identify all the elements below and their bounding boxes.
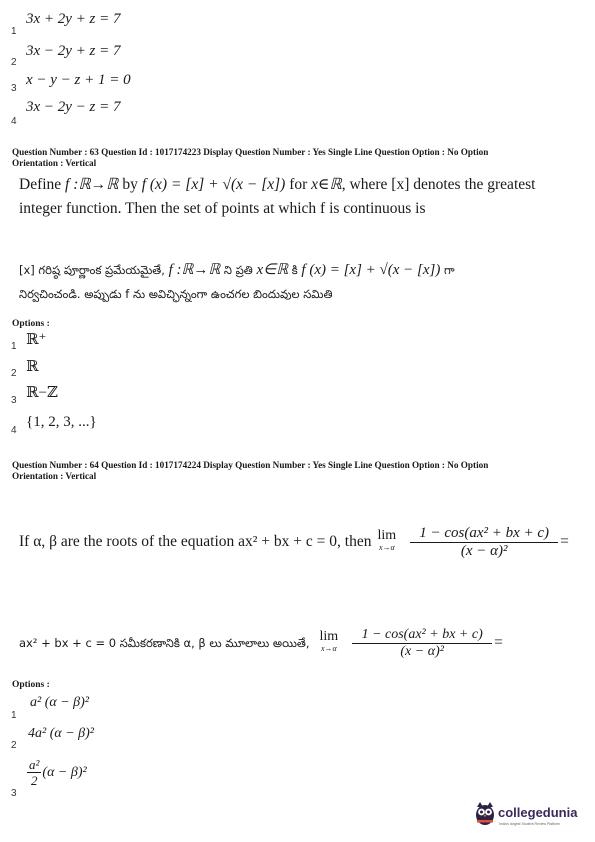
math-expression: f (x) = [x] + √(x − [x]) bbox=[141, 176, 286, 193]
fraction-numerator: 1 − cos(ax² + bx + c) bbox=[352, 627, 492, 644]
option-number: 2 bbox=[11, 57, 17, 68]
question-text-english bbox=[19, 512, 569, 572]
option-number: 2 bbox=[11, 368, 17, 379]
option-text: ℝ⁺ bbox=[26, 332, 47, 348]
math-expression: f (x) = [x] + √(x − [x]) bbox=[301, 262, 441, 278]
equals-sign: = bbox=[494, 634, 503, 651]
question-text-english bbox=[19, 173, 584, 221]
lim-word: lim bbox=[377, 528, 397, 543]
options-label: Options : bbox=[12, 680, 50, 690]
fraction-numerator: 1 − cos(ax² + bx + c) bbox=[410, 525, 558, 543]
text-fragment: ax² + bx + c = 0 సమీకరణానికి α, β లు మూలాలు అయితే, bbox=[19, 636, 310, 650]
fraction-denominator: (x − α)² bbox=[460, 542, 508, 559]
option-number: 1 bbox=[11, 710, 17, 721]
fraction-numerator: a² bbox=[29, 757, 40, 772]
option-number: 1 bbox=[11, 341, 17, 352]
option-text: ℝ bbox=[26, 359, 39, 375]
limit-fraction bbox=[410, 525, 558, 560]
text-fragment: , where [x] denotes the greatest bbox=[341, 176, 536, 193]
option-number: 3 bbox=[11, 395, 17, 406]
option-text: ℝ−ℤ bbox=[26, 385, 58, 401]
option-number: 4 bbox=[11, 425, 17, 436]
text-fragment: గా bbox=[444, 263, 455, 277]
collegedunia-logo bbox=[474, 798, 589, 834]
question-meta bbox=[12, 147, 488, 169]
fraction-denominator: (x − α)² bbox=[400, 643, 444, 659]
option-text bbox=[27, 757, 87, 788]
lim-word: lim bbox=[319, 629, 339, 644]
logo-wordmark: collegedunia bbox=[498, 805, 578, 820]
option-number: 1 bbox=[11, 26, 17, 37]
text-fragment: Define bbox=[19, 176, 66, 193]
option-text: 3x + 2y + z = 7 bbox=[26, 11, 121, 27]
lim-subscript: x→α bbox=[378, 543, 395, 552]
option-text: x − y − z + 1 = 0 bbox=[26, 72, 131, 88]
math-expression: f :ℝ→ℝ bbox=[168, 262, 221, 278]
text-fragment: ని ప్రతి bbox=[223, 263, 253, 277]
math-expression: x∈ℝ bbox=[311, 176, 342, 193]
option-text: 4a² (α − β)² bbox=[28, 726, 94, 741]
text-line: నిర్వచించండి. అప్పుడు f ను అవిచ్ఛిన్నంగా ఉంచగల బిందువుల సమితి bbox=[19, 287, 333, 301]
text-line: integer function. Then the set of points at which f is continuous is bbox=[19, 200, 426, 217]
question-meta-line: Question Number : 63 Question Id : 1017174223 Display Question Number : Yes Single Line Question Option : No Option bbox=[12, 147, 489, 157]
limit-operator bbox=[377, 530, 396, 554]
fraction-denominator: 2 bbox=[30, 773, 38, 788]
text-fragment: [x] గరిష్ఠ పూర్ణాంక ప్రమేయమైతే, bbox=[19, 263, 165, 277]
math-expression: f :ℝ→ℝ bbox=[65, 176, 119, 193]
lim-subscript: x→α bbox=[320, 644, 337, 653]
option-number: 4 bbox=[11, 116, 17, 127]
equals-sign: = bbox=[560, 533, 569, 550]
question-text-telugu bbox=[19, 614, 503, 672]
text-fragment: If α, β are the roots of the equation ax² + bx + c = 0, then bbox=[19, 533, 372, 550]
option-number: 3 bbox=[11, 788, 17, 799]
option-number: 3 bbox=[11, 83, 17, 94]
option-text: 3x − 2y − z = 7 bbox=[26, 99, 121, 115]
limit-fraction bbox=[352, 627, 492, 660]
text-fragment: for bbox=[285, 176, 312, 193]
option-text: {1, 2, 3, ...} bbox=[26, 414, 97, 430]
option-number: 2 bbox=[11, 740, 17, 751]
text-fragment: by bbox=[118, 176, 142, 193]
limit-operator bbox=[319, 631, 338, 655]
owl-mascot-icon bbox=[474, 800, 496, 826]
option-fraction bbox=[27, 757, 41, 788]
option-text: a² (α − β)² bbox=[30, 695, 89, 710]
text-fragment: కి bbox=[291, 263, 298, 277]
options-label: Options : bbox=[12, 319, 50, 329]
option-expression: (α − β)² bbox=[42, 764, 87, 780]
math-expression: x∈ℝ bbox=[256, 262, 289, 278]
question-meta bbox=[12, 460, 488, 482]
logo-tagline: India's largest Student Review Platform bbox=[499, 822, 560, 826]
question-orientation: Orientation : Vertical bbox=[12, 158, 97, 168]
option-text: 3x − 2y + z = 7 bbox=[26, 43, 121, 59]
question-meta-line: Question Number : 64 Question Id : 1017174224 Display Question Number : Yes Single Line Question Option : No Option bbox=[12, 460, 489, 470]
question-orientation: Orientation : Vertical bbox=[12, 471, 97, 481]
question-text-telugu bbox=[19, 258, 584, 306]
